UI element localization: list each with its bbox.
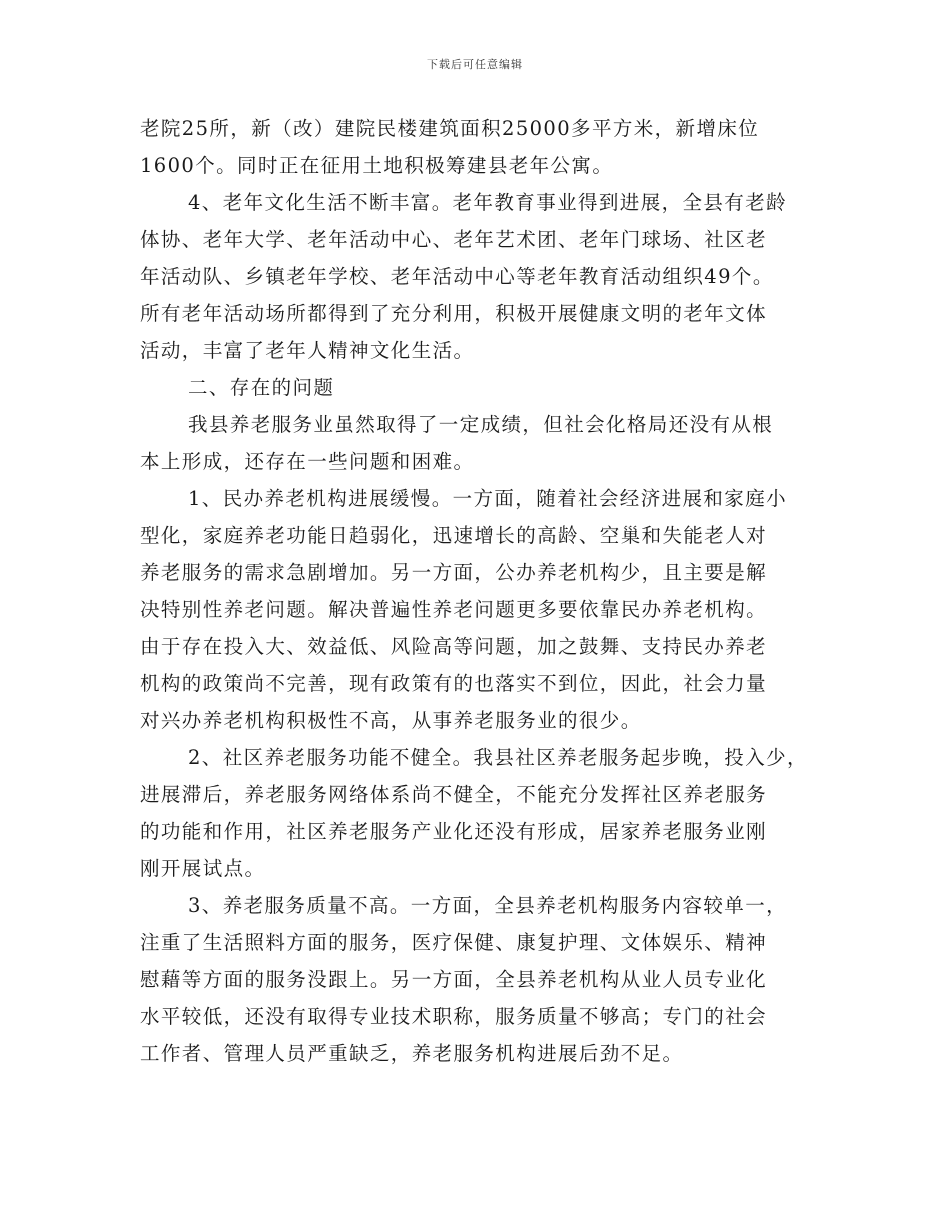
text-line: 由于存在投入大、效益低、风险高等问题，加之鼓舞、支持民办养老 [140,635,768,658]
text-line: 决特别性养老问题。解决普遍性养老问题更多要依靠民办养老机构。 [140,598,768,621]
paragraph-start: 3、养老服务质量不高。一方面，全县养老机构服务内容较单一， [188,894,788,917]
text-line: 注重了生活照料方面的服务，医疗保健、康复护理、文体娱乐、精神 [140,931,768,954]
text-line: 型化，家庭养老功能日趋弱化，迅速增长的高龄、空巢和失能老人对 [140,524,768,547]
text-line: 机构的政策尚不完善，现有政策有的也落实不到位，因此，社会力量 [140,672,768,695]
text-line: 老院25所，新（改）建院民楼建筑面积25000多平方米，新增床位 [140,117,760,140]
text-line: 所有老年活动场所都得到了充分利用，积极开展健康文明的老年文体 [140,302,768,325]
document-body [140,110,820,1072]
paragraph-start: 2、社区养老服务功能不健全。我县社区养老服务起步晚，投入少， [188,746,808,769]
text-line: 刚开展试点。 [140,857,266,880]
paragraph-start: 我县养老服务业虽然取得了一定成绩，但社会化格局还没有从根 [188,413,774,436]
text-line: 养老服务的需求急剧增加。另一方面，公办养老机构少，且主要是解 [140,561,768,584]
text-line: 对兴办养老机构积极性不高，从事养老服务业的很少。 [140,709,642,732]
text-line: 工作者、管理人员严重缺乏，养老服务机构进展后劲不足。 [140,1042,684,1065]
text-line: 体协、老年大学、老年活动中心、老年艺术团、老年门球场、社区老 [140,228,768,251]
paragraph-start: 4、老年文化生活不断丰富。老年教育事业得到进展，全县有老龄 [188,191,788,214]
text-line: 本上形成，还存在一些问题和困难。 [140,450,475,473]
text-line: 进展滞后，养老服务网络体系尚不健全，不能充分发挥社区养老服务 [140,783,768,806]
text-line: 慰藉等方面的服务没跟上。另一方面，全县养老机构从业人员专业化 [140,968,768,991]
text-line: 活动，丰富了老年人精神文化生活。 [140,339,475,362]
section-heading: 二、存在的问题 [188,376,335,399]
text-line: 年活动队、乡镇老年学校、老年活动中心等老年教育活动组织49个。 [140,265,774,288]
page-header: 下载后可任意编辑 [427,58,523,71]
text-line: 的功能和作用，社区养老服务产业化还没有形成，居家养老服务业刚 [140,820,768,843]
text-line: 水平较低，还没有取得专业技术职称，服务质量不够高；专门的社会 [140,1005,768,1028]
text-line: 1600个。同时正在征用土地积极筹建县老年公寓。 [140,154,614,177]
paragraph-start: 1、民办养老机构进展缓慢。一方面，随着社会经济进展和家庭小 [188,487,788,510]
